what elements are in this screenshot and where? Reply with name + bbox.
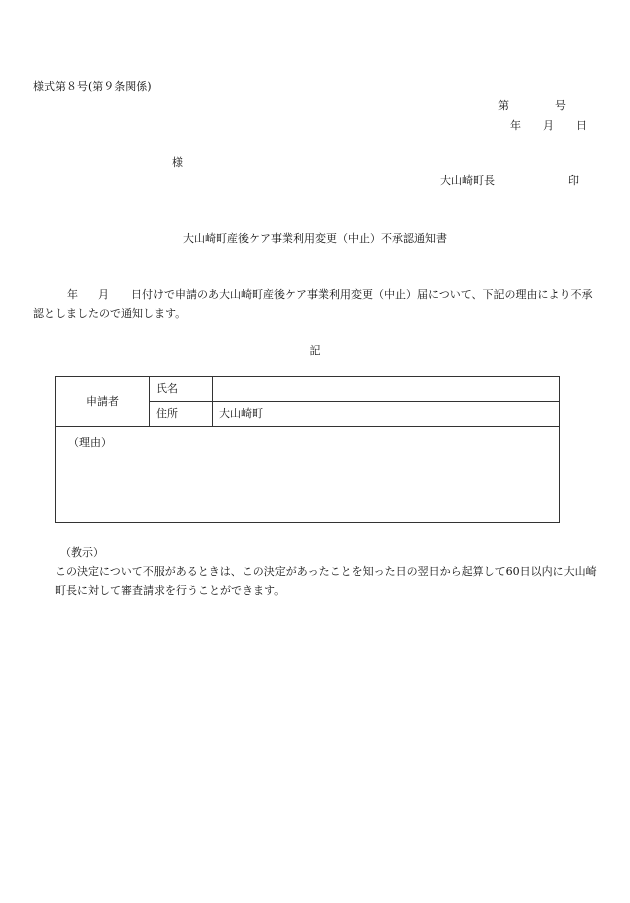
- address-value[interactable]: 大山崎町: [213, 402, 560, 427]
- form-number: 様式第８号(第９条関係): [33, 80, 152, 93]
- notice-heading: （教示）: [60, 546, 104, 559]
- application-table: [55, 376, 560, 523]
- reason-label: （理由）: [68, 436, 112, 449]
- reason-row: [56, 427, 560, 523]
- applicant-label: 申請者: [56, 377, 150, 427]
- name-value[interactable]: [213, 377, 560, 402]
- recipient-honorific: 様: [172, 156, 183, 169]
- seal-mark: 印: [568, 174, 579, 187]
- name-row: [56, 377, 560, 402]
- document-number-suffix: 号: [555, 99, 566, 112]
- sender-line: [440, 174, 579, 187]
- reason-field[interactable]: [56, 427, 560, 523]
- address-label: 住所: [150, 402, 213, 427]
- notice-text: この決定について不服があるときは、この決定があったことを知った日の翌日から起算して60日以内に大山崎町長に対して審査請求を行うことができます。: [55, 565, 597, 597]
- document-title: 大山崎町産後ケア事業利用変更（中止）不承認通知書: [183, 232, 447, 245]
- document-number-prefix: 第: [498, 99, 509, 112]
- body-text: 日付けで申請のあ大山崎町産後ケア事業利用変更（中止）届について、下記の理由により不承認としましたので通知します。: [33, 288, 593, 320]
- name-label: 氏名: [150, 377, 213, 402]
- body-paragraph: [33, 285, 598, 323]
- date-month-label: 月: [543, 119, 554, 132]
- date-day-label: 日: [576, 119, 587, 132]
- ki-heading: 記: [309, 344, 321, 357]
- document-number: [498, 99, 566, 112]
- document-date: [510, 119, 587, 132]
- body-year-label: 年: [67, 288, 78, 301]
- body-month-label: 月: [98, 288, 109, 301]
- sender-name: 大山崎町長: [440, 174, 495, 187]
- date-year-label: 年: [510, 119, 521, 132]
